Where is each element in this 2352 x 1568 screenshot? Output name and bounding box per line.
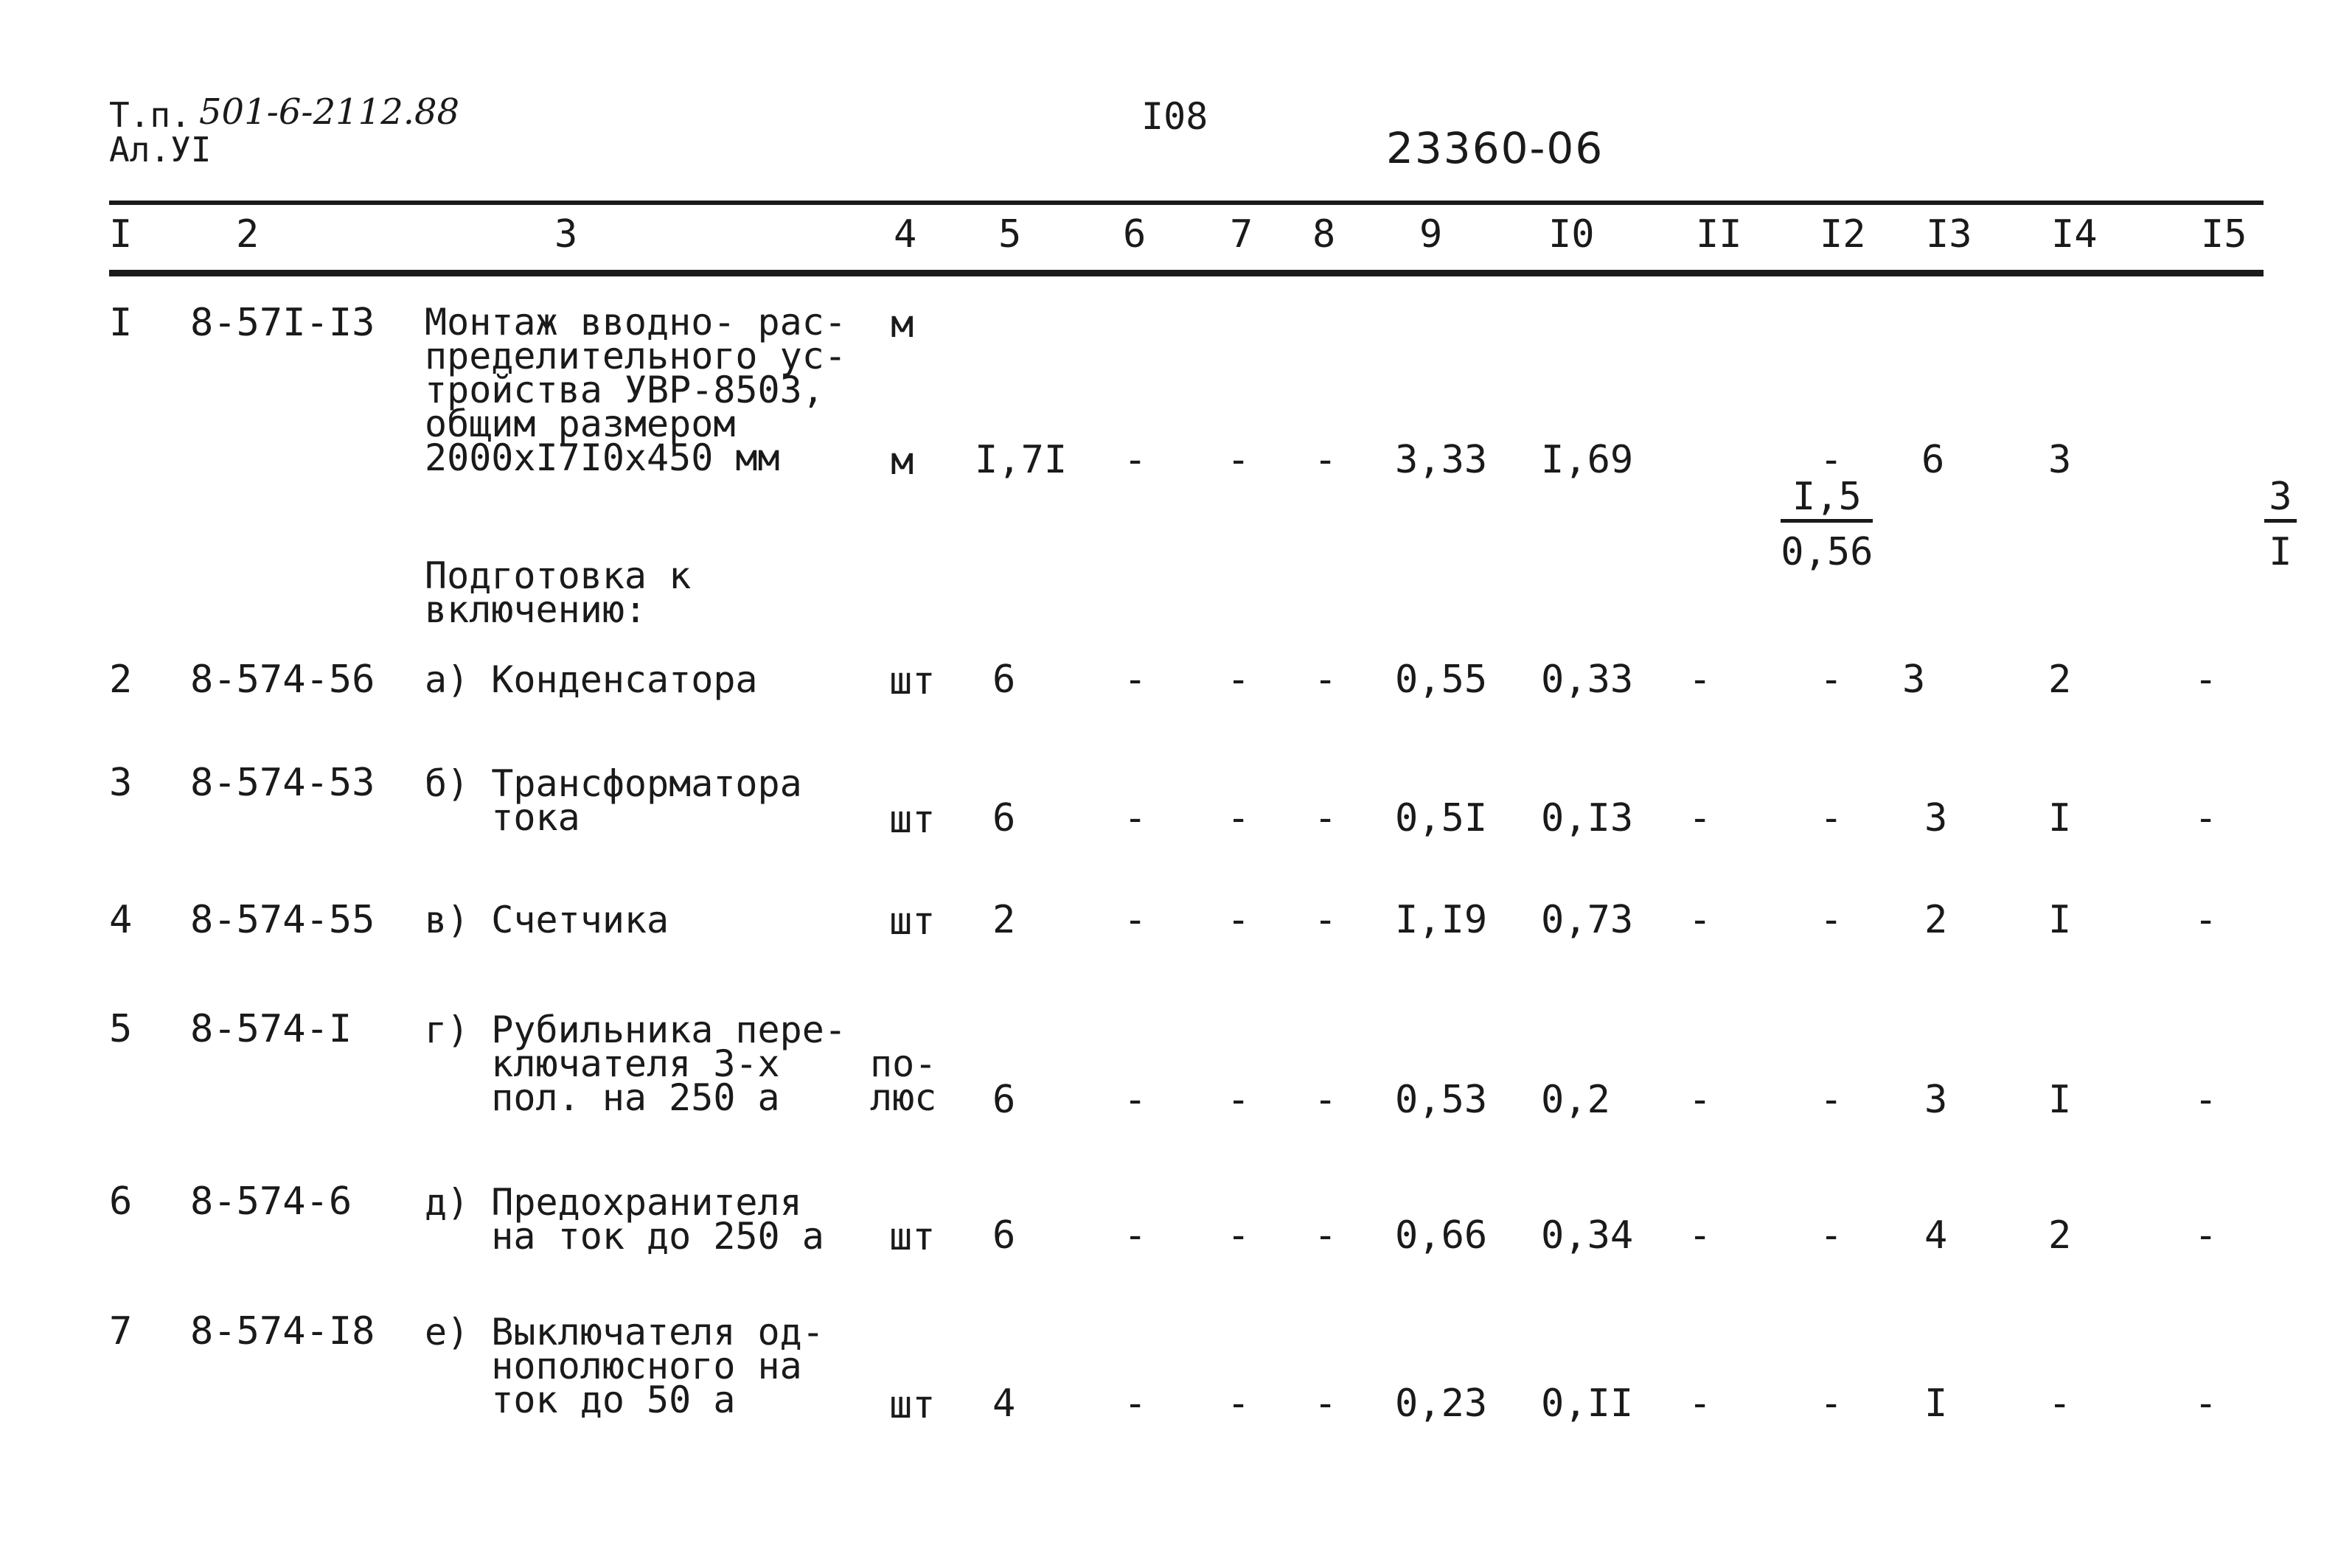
col-13-value: 3 xyxy=(1924,1078,1948,1122)
col-13-value: 3 xyxy=(1924,796,1948,840)
column-header: 8 xyxy=(1312,212,1336,257)
column-header: I3 xyxy=(1926,212,1972,257)
unit-of-measure: шт xyxy=(889,1383,936,1427)
col-11-value: - xyxy=(1688,898,1712,942)
column-header: 4 xyxy=(894,212,917,257)
table-top-rule xyxy=(109,201,2264,205)
col-7-value: - xyxy=(1227,658,1250,702)
col-15-value: - xyxy=(2194,1213,2218,1258)
col-6-value: - xyxy=(1124,658,1147,702)
column-header: I0 xyxy=(1548,212,1595,257)
col-13-value: 6 xyxy=(1921,438,1945,482)
work-description: б) Трансформатора тока xyxy=(425,762,802,839)
col-6-value: - xyxy=(1124,1213,1147,1258)
col-7-value: - xyxy=(1227,1381,1250,1426)
col-9-value: 0,66 xyxy=(1395,1213,1488,1258)
column-header: 2 xyxy=(236,212,260,257)
col-13-value: I xyxy=(1924,1381,1948,1426)
column-header: 6 xyxy=(1123,212,1147,257)
row-number: 2 xyxy=(109,658,133,702)
unit-of-measure: м xyxy=(891,302,914,346)
row-number: 7 xyxy=(109,1309,133,1353)
col-12-value: - xyxy=(1820,438,1843,482)
col-14-value: I xyxy=(2048,898,2072,942)
row-number: I xyxy=(109,301,133,345)
col-11-fraction: $\frac{I,5}{0,56}$ xyxy=(1781,475,1873,574)
quantity: 2 xyxy=(992,898,1016,942)
col-6-value: - xyxy=(1124,796,1147,840)
work-description: Монтаж вводно- рас- пределительного ус- тройства УВР-8503, общим размером 2000хI7I0х450 мм xyxy=(425,301,846,479)
pricing-code: 8-574-I xyxy=(190,1007,352,1051)
column-header: II xyxy=(1696,212,1742,257)
col-9-value: 0,53 xyxy=(1395,1078,1488,1122)
unit-of-measure: по- люс xyxy=(870,1042,937,1119)
pricing-code: 8-57I-I3 xyxy=(190,301,375,345)
column-header: I xyxy=(109,212,133,257)
col-14-value: 2 xyxy=(2048,1213,2072,1258)
column-header: I2 xyxy=(1820,212,1866,257)
quantity: 4 xyxy=(992,1381,1016,1426)
col-7-value: - xyxy=(1227,1078,1250,1122)
col-10-value: I,69 xyxy=(1541,438,1634,482)
quantity: 6 xyxy=(992,658,1016,702)
col-8-value: - xyxy=(1314,1381,1337,1426)
col-14-value: - xyxy=(2048,1381,2072,1426)
col-10-value: 0,2 xyxy=(1541,1078,1610,1122)
col-7-value: - xyxy=(1227,438,1250,482)
column-header: I4 xyxy=(2051,212,2098,257)
col-10-value: 0,I3 xyxy=(1541,796,1634,840)
work-description: а) Конденсатора xyxy=(425,658,758,701)
tp-number: 501-6-2112.88 xyxy=(199,91,460,133)
col-8-value: - xyxy=(1314,1078,1337,1122)
pricing-code: 8-574-53 xyxy=(190,761,375,805)
col-8-value: - xyxy=(1314,1213,1337,1258)
pricing-code: 8-574-6 xyxy=(190,1180,352,1224)
col-14-value: 3 xyxy=(2048,438,2072,482)
quantity: 6 xyxy=(992,1213,1016,1258)
col-11-value: - xyxy=(1688,1213,1712,1258)
col-15-value: - xyxy=(2194,1381,2218,1426)
col-7-value: - xyxy=(1227,1213,1250,1258)
col-11-value: - xyxy=(1688,1381,1712,1426)
col-12-value: - xyxy=(1820,658,1843,702)
document-code: 23360-06 xyxy=(1386,123,1604,173)
col-10-value: 0,34 xyxy=(1541,1213,1634,1258)
work-description: д) Предохранителя на ток до 250 а xyxy=(425,1181,824,1258)
col-13-value: 4 xyxy=(1924,1213,1948,1258)
col-7-value: - xyxy=(1227,796,1250,840)
col-7-value: - xyxy=(1227,898,1250,942)
column-header: I5 xyxy=(2201,212,2247,257)
column-header: 5 xyxy=(998,212,1022,257)
unit-of-measure: шт xyxy=(889,798,936,842)
album-label: Ал.УI xyxy=(109,130,212,170)
col-10-value: 0,33 xyxy=(1541,658,1634,702)
row-number: 6 xyxy=(109,1180,133,1224)
col-9-value: 3,33 xyxy=(1395,438,1488,482)
unit-of-measure: м xyxy=(891,439,914,484)
row-number: 4 xyxy=(109,898,133,942)
unit-of-measure: шт xyxy=(889,1215,936,1259)
col-14-value: I xyxy=(2048,1078,2072,1122)
col-15-value: - xyxy=(2194,796,2218,840)
pricing-code: 8-574-56 xyxy=(190,658,375,702)
col-8-value: - xyxy=(1314,796,1337,840)
column-header: 3 xyxy=(554,212,578,257)
col-8-value: - xyxy=(1314,898,1337,942)
col-14-value: 2 xyxy=(2048,658,2072,702)
section-heading: Подготовка к включению: xyxy=(425,554,692,631)
quantity: I,7I xyxy=(975,438,1068,482)
unit-of-measure: шт xyxy=(889,659,936,703)
pricing-code: 8-574-55 xyxy=(190,898,375,942)
col-12-value: - xyxy=(1820,1078,1843,1122)
col-13-value: 2 xyxy=(1924,898,1948,942)
col-11-value: - xyxy=(1688,1078,1712,1122)
row-number: 3 xyxy=(109,761,133,805)
pricing-code: 8-574-I8 xyxy=(190,1309,375,1353)
col-14-value: I xyxy=(2048,796,2072,840)
tp-label: Т.п. xyxy=(109,95,191,135)
col-10-value: 0,73 xyxy=(1541,898,1634,942)
column-header: 7 xyxy=(1230,212,1253,257)
col-15-fraction: $\frac{3}{I}$ xyxy=(2172,439,2297,610)
col-12-value: - xyxy=(1820,1213,1843,1258)
col-9-value: I,I9 xyxy=(1395,898,1488,942)
quantity: 6 xyxy=(992,796,1016,840)
col-9-value: 0,23 xyxy=(1395,1381,1488,1426)
col-12-value: - xyxy=(1820,898,1843,942)
col-9-value: 0,55 xyxy=(1395,658,1488,702)
page-number: I08 xyxy=(1141,95,1208,138)
quantity: 6 xyxy=(992,1078,1016,1122)
col-15-value: - xyxy=(2194,1078,2218,1122)
unit-of-measure: шт xyxy=(889,899,936,944)
col-6-value: - xyxy=(1124,438,1147,482)
col-6-value: - xyxy=(1124,898,1147,942)
col-15-value: - xyxy=(2194,658,2218,702)
col-8-value: - xyxy=(1314,658,1337,702)
table-header-rule xyxy=(109,270,2264,276)
col-10-value: 0,II xyxy=(1541,1381,1634,1426)
col-6-value: - xyxy=(1124,1381,1147,1426)
col-15-value: - xyxy=(2194,898,2218,942)
col-8-value: - xyxy=(1314,438,1337,482)
col-13-value: 3 xyxy=(1902,658,1926,702)
work-description: г) Рубильника пере- ключателя 3-х пол. на 250 а xyxy=(425,1008,846,1119)
work-description: в) Счетчика xyxy=(425,899,669,941)
column-header: 9 xyxy=(1419,212,1443,257)
row-number: 5 xyxy=(109,1007,133,1051)
work-description: е) Выключателя од- нополюсного на ток до 50 а xyxy=(425,1311,824,1421)
col-11-value: - xyxy=(1688,796,1712,840)
col-9-value: 0,5I xyxy=(1395,796,1488,840)
col-11-value: - xyxy=(1688,658,1712,702)
col-6-value: - xyxy=(1124,1078,1147,1122)
col-12-value: - xyxy=(1820,1381,1843,1426)
col-12-value: - xyxy=(1820,796,1843,840)
